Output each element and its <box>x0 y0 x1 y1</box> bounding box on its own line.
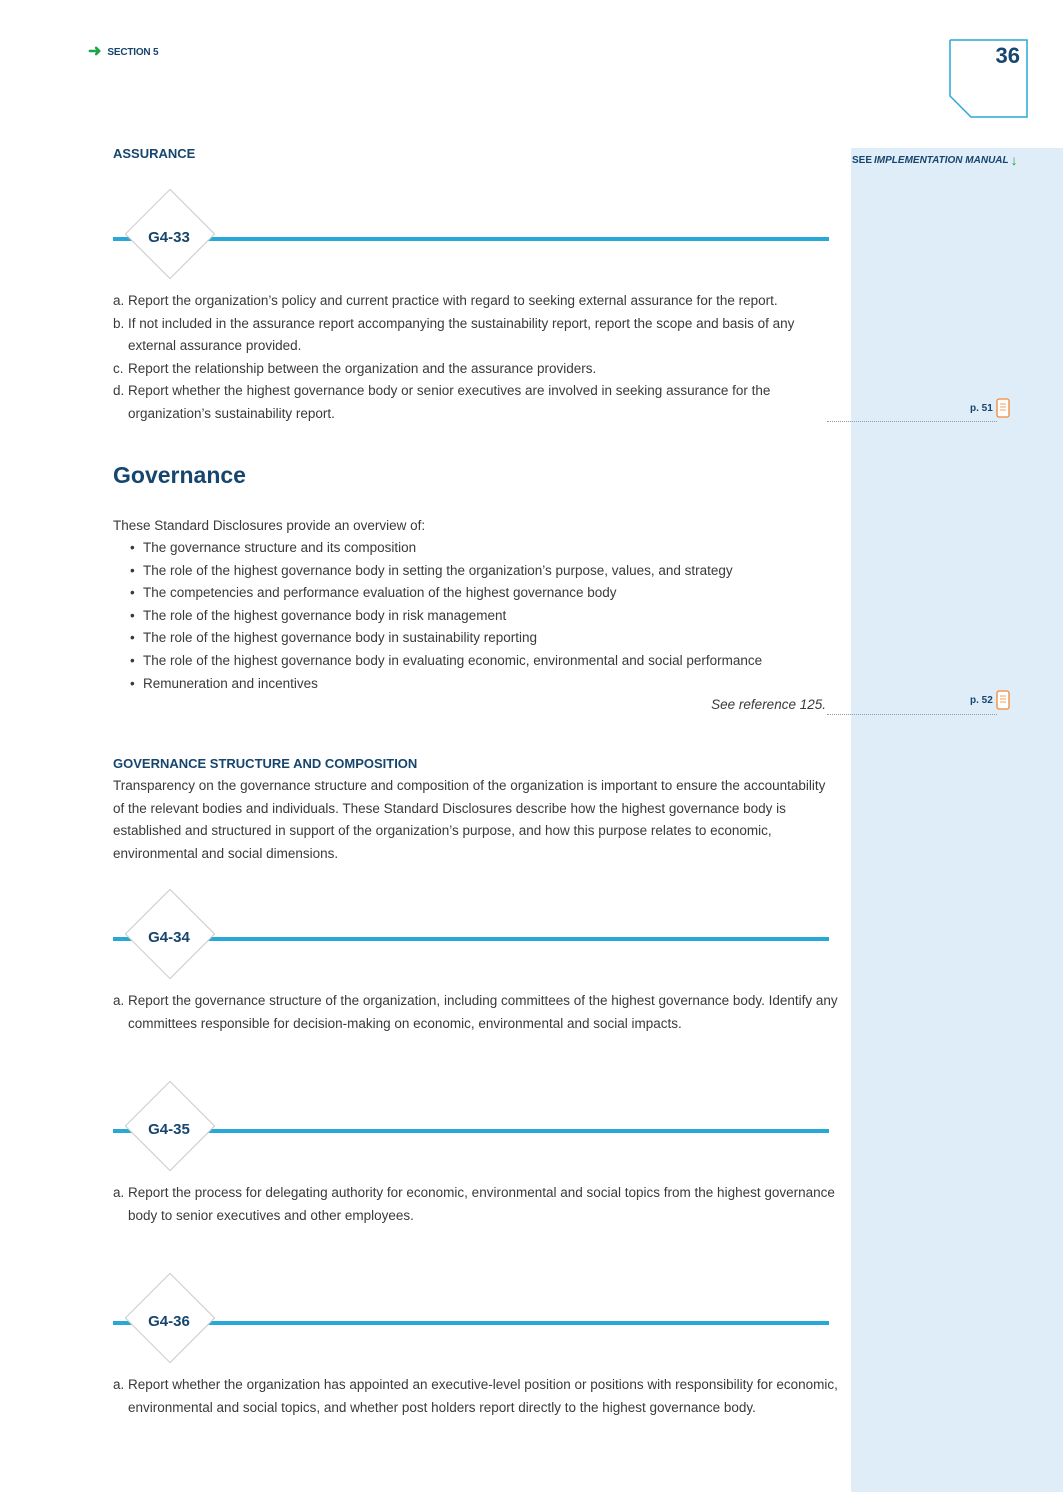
disclosure-rule <box>113 1129 829 1133</box>
disclosure-code: G4-34 <box>148 929 190 946</box>
disclosure-rule <box>113 1321 829 1325</box>
list-item <box>113 380 843 425</box>
document-icon <box>996 690 1010 710</box>
item-text: Report whether the highest governance body or senior executives are involved in seeking assurance for the organization’s sustainability report. <box>128 383 771 421</box>
g4-36-items <box>113 1374 843 1419</box>
implementation-manual-label: IMPLEMENTATION MANUAL <box>874 154 1009 166</box>
item-marker: b. <box>113 315 125 331</box>
governance-title: Governance <box>113 462 246 488</box>
disclosure-g4-34 <box>113 892 829 986</box>
page-ref-label: p. 51 <box>970 402 993 414</box>
structure-body: Transparency on the governance structure and composition of the organization is important to ensure the accountability of the relevant bodies and individuals. These Standard Disclosures describe how the highest governance body is established and structured in support of the organization’s purpose, and how this purpose relates to economic, environmental and social dimensions. <box>113 778 826 861</box>
disclosure-g4-35 <box>113 1084 829 1178</box>
item-marker: c. <box>113 360 124 376</box>
item-marker: a. <box>113 1377 125 1392</box>
item-marker: d. <box>113 383 125 399</box>
disclosure-code: G4-33 <box>148 229 190 246</box>
page-number-box <box>949 39 1028 118</box>
page-number: 36 <box>995 43 1020 68</box>
governance-bullets <box>128 537 762 695</box>
down-arrow-icon: ↓ <box>1010 152 1018 168</box>
right-arrow-icon: ➜ <box>88 43 102 60</box>
disclosure-g4-36 <box>113 1276 829 1370</box>
implementation-manual-link[interactable] <box>852 152 1018 168</box>
list-item <box>113 1374 843 1419</box>
list-item <box>113 990 843 1035</box>
bullet-item: • The role of the highest governance body in evaluating economic, environmental and social performance <box>128 650 762 673</box>
section-tag <box>88 44 158 60</box>
item-text: Report the governance structure of the organization, including committees of the highest governance body. Identify any committees responsible for decision-making on economic, environmental and social impacts. <box>128 993 838 1031</box>
bullet-item: • The competencies and performance evaluation of the highest governance body <box>128 582 762 605</box>
disclosure-g4-33 <box>113 192 829 286</box>
item-text: If not included in the assurance report accompanying the sustainability report, report the scope and basis of any external assurance provided. <box>128 315 795 354</box>
governance-intro: These Standard Disclosures provide an overview of: <box>113 518 426 533</box>
reference-leader <box>827 421 997 422</box>
list-item <box>113 358 843 381</box>
bullet-item: • The role of the highest governance body in sustainability reporting <box>128 627 762 650</box>
item-marker: a. <box>113 1185 125 1200</box>
bullet-item: • The governance structure and its composition <box>128 537 762 560</box>
item-marker: a. <box>113 993 125 1008</box>
page-ref-51[interactable] <box>970 398 1010 418</box>
disclosure-rule <box>113 937 829 941</box>
sidebar-panel <box>851 148 1063 1492</box>
bullet-item: • The role of the highest governance body in risk management <box>128 605 762 628</box>
page-ref-label: p. 52 <box>970 694 993 706</box>
see-reference: See reference 125. <box>711 697 826 712</box>
disclosure-code: G4-35 <box>148 1121 190 1138</box>
list-item <box>113 290 843 313</box>
item-text: Report whether the organization has appointed an executive-level position or positions with responsibility for economic, environmental and social topics, and whether post holders report directly to the highest governance body. <box>128 1377 838 1415</box>
assurance-heading: ASSURANCE <box>113 146 196 161</box>
item-text: Report the organization’s policy and current practice with regard to seeking external assurance for the report. <box>128 293 778 308</box>
item-text: Report the relationship between the organization and the assurance providers. <box>128 360 597 376</box>
reference-leader <box>827 714 997 715</box>
assurance-items <box>113 290 843 426</box>
g4-34-items <box>113 990 843 1035</box>
disclosure-code: G4-36 <box>148 1313 190 1330</box>
structure-heading: GOVERNANCE STRUCTURE AND COMPOSITION <box>113 756 418 771</box>
list-item <box>113 1182 843 1227</box>
bullet-item: • Remuneration and incentives <box>128 673 762 696</box>
g4-35-items <box>113 1182 843 1227</box>
section-label: SECTION 5 <box>107 46 159 58</box>
bullet-item: • The role of the highest governance body in setting the organization’s purpose, values, and strategy <box>128 560 762 583</box>
list-item <box>113 313 843 358</box>
item-text: Report the process for delegating authority for economic, environmental and social topics from the highest governance body to senior executives and other employees. <box>128 1185 835 1223</box>
page-ref-52[interactable] <box>970 690 1010 710</box>
item-marker: a. <box>113 293 125 308</box>
disclosure-rule <box>113 237 829 241</box>
document-icon <box>996 398 1010 418</box>
implementation-manual-prefix: SEE <box>852 154 873 166</box>
